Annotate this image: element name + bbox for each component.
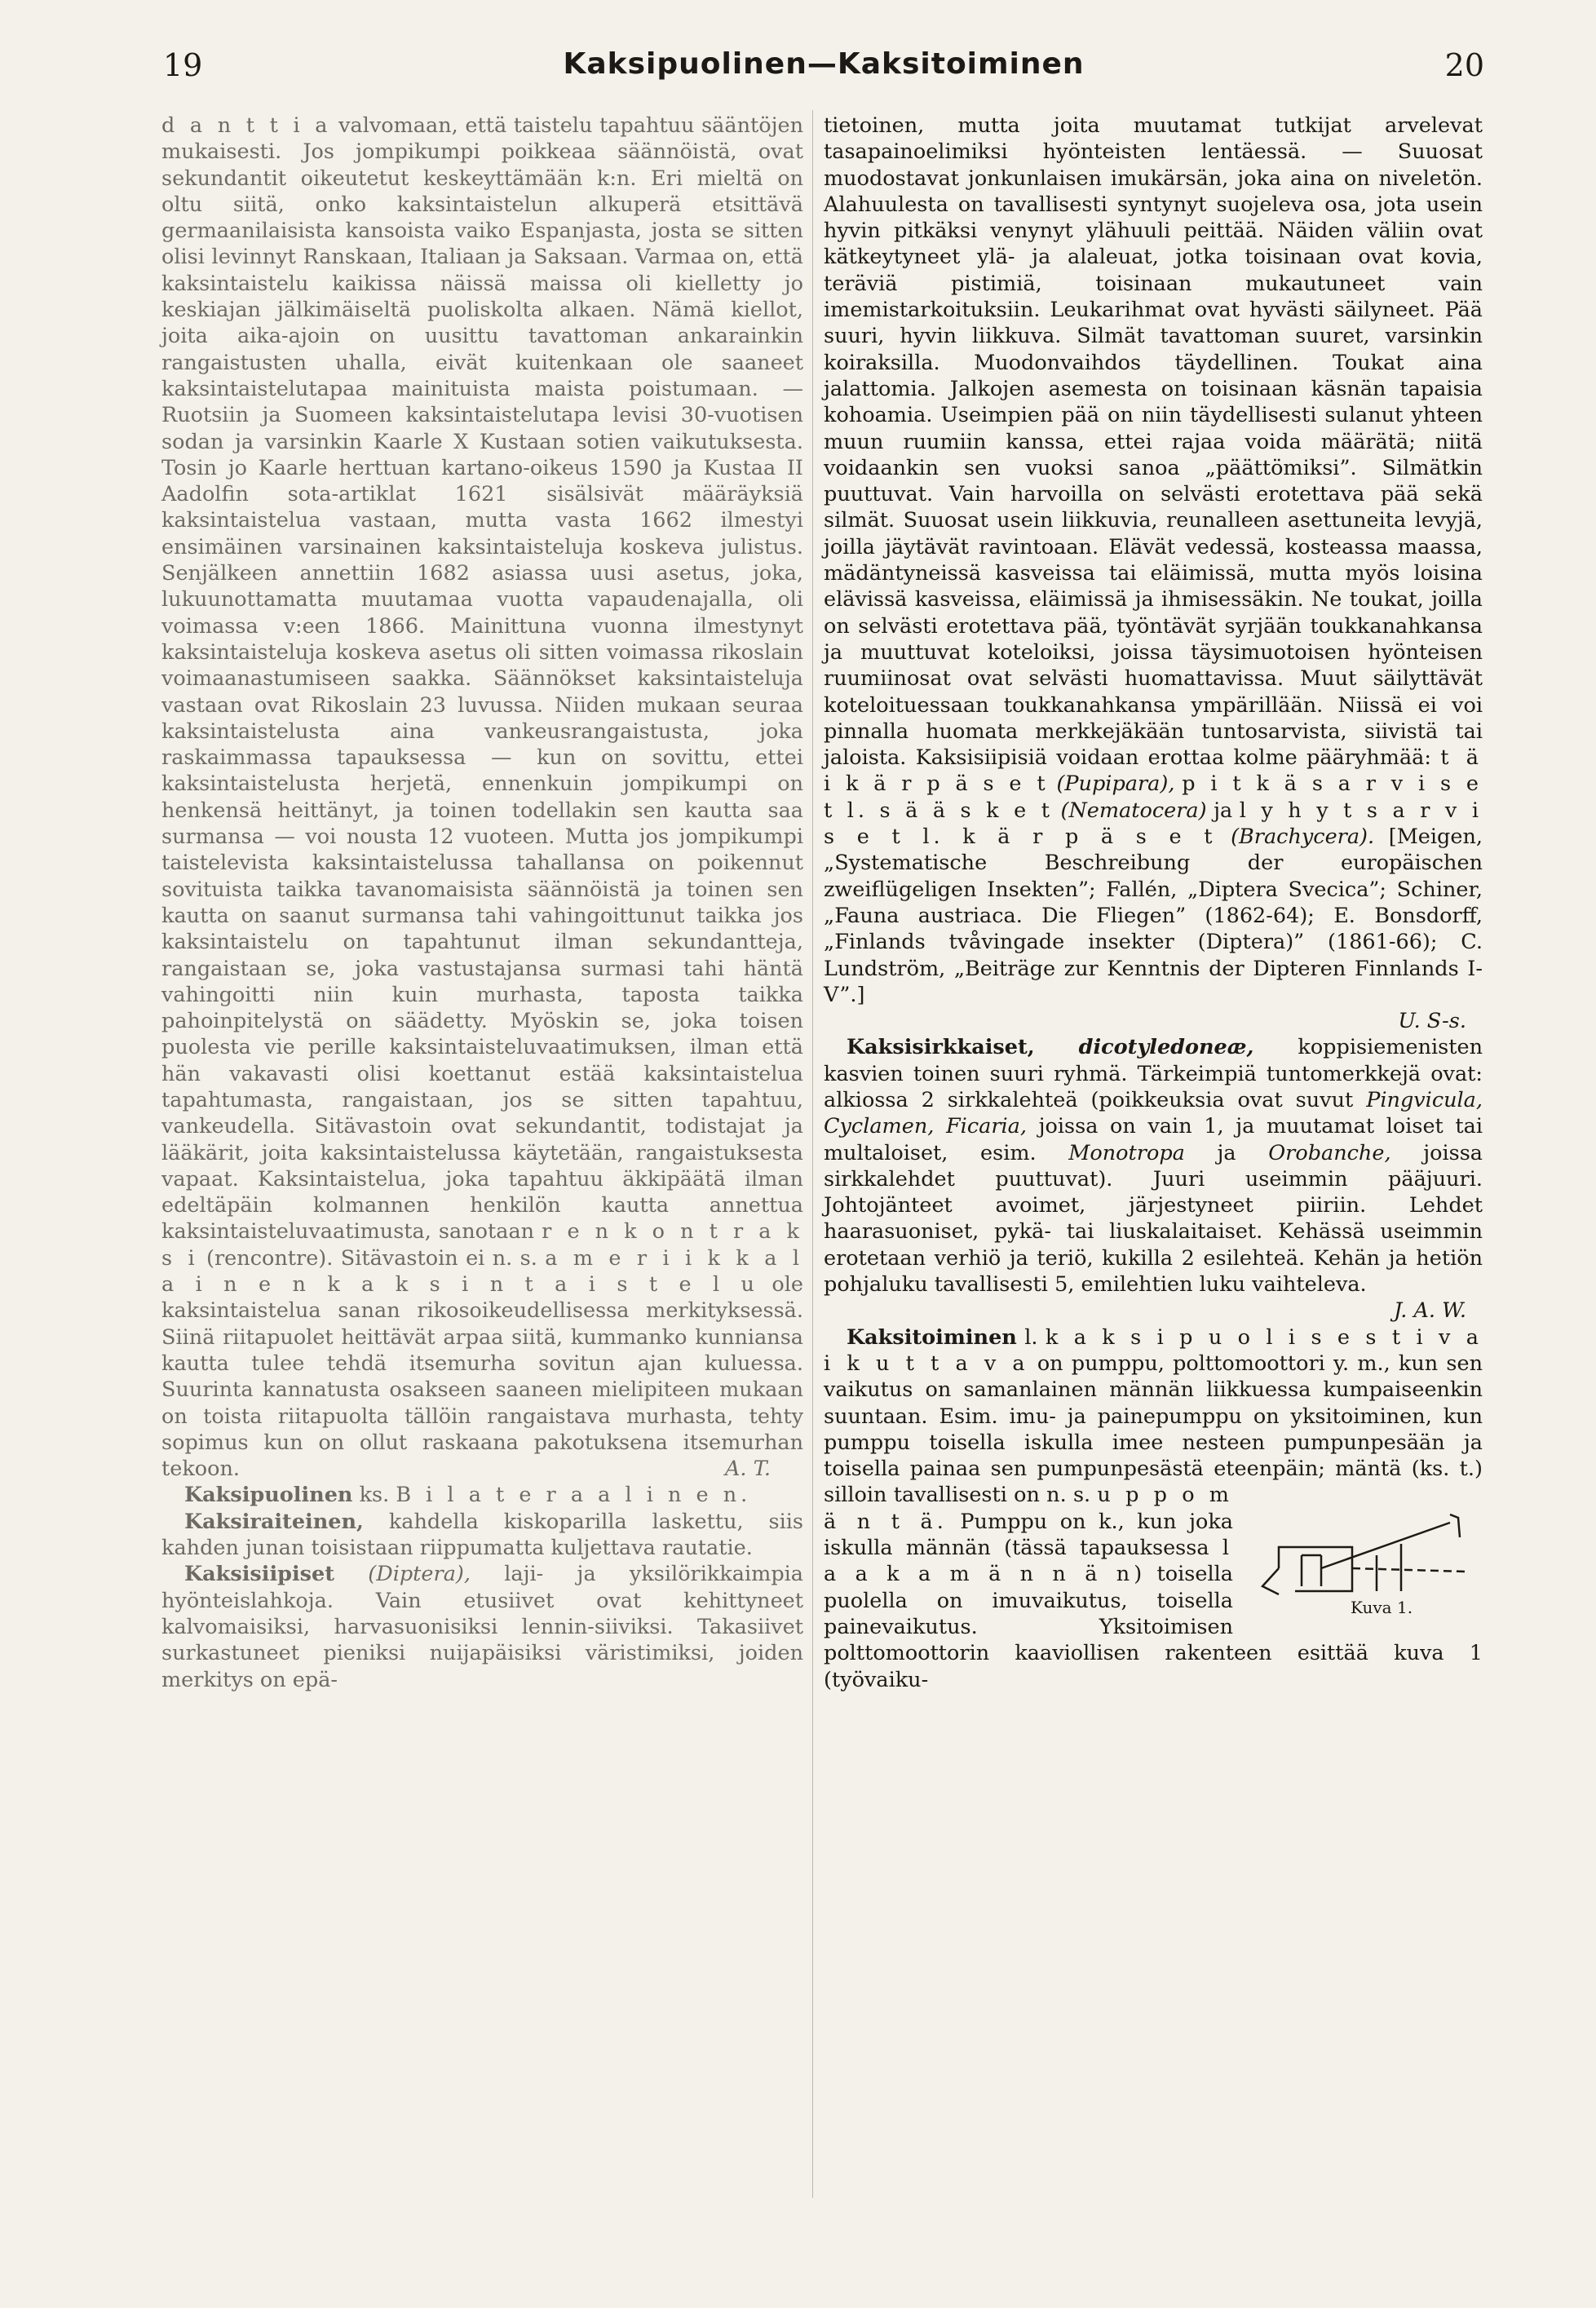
entry-text: kahdella kiskoparilla laskettu, siis kahden junan toisistaan riippumatta kuljettava rautatie. bbox=[161, 1509, 804, 1561]
entry-kaksiraiteinen bbox=[161, 1509, 803, 1562]
entry-headword: Kaksisiipiset bbox=[184, 1562, 335, 1587]
paragraph-text: ole kaksintaistelua sanan rikosoikeudellisessa merkityksessä. Siinä riitapuolet heittävät arpaa siitä, kummanko kunniansa kautta tulee tehdä itsemurha sovitun ajan kuluessa. Suurinta kannatusta osakseen saaneen mielipiteen mukaan on toista riitapuolta tällöin rangaistava murhasta, tehty sopimus kun on ollut raskaana pakotuksena itsemurhan tekoon. bbox=[161, 1272, 803, 1482]
figure-engine-diagram bbox=[1246, 1490, 1483, 1634]
term-kaksipuolisesti: k a k s i p u o l i s e s t i v a i k u t t a v a bbox=[824, 1324, 1483, 1376]
entry-kaksisiipiset bbox=[161, 1561, 803, 1692]
paragraph-text: valvomaan, että taistelu tapahtuu sääntöjen mukaisesti. Jos jompikumpi poikkeaa säännöistä, ovat sekundantit oikeutetut keskeyttämään k:n. Eri mieltä on oltu siitä, onko kaksintaistelun alkuperä etsittävä germaanilaisista kansoista vaiko Espanjasta, josta se sitten olisi levinnyt Ranskaan, Italiaan ja Saksaan. Varmaa on, että kaksintaistelu kaikissa näissä maissa oli kielletty jo keskiajan jälkimäiseltä puoliskolta alkaen. Nämä kiellot, joita aika-ajoin on uusittu tavattoman ankarainkin rangaistusten uhalla, eivät kuitenkaan ole saaneet kaksintaistelutapaa mainituista maista poistumaan. — Ruotsiin ja Suomeen kaksintaistelutapa levisi 30-vuotisen sodan ja varsinkin Kaarle X Kustaan sotien vaikutuksesta. Tosin jo Kaarle herttuan kartano-oikeus 1590 ja Kustaa II Aadolfin sota-artiklat 1621 sisälsivät määräyksiä kaksintaistelua vastaan, mutta vasta 1662 ilmestyi ensimäinen varsinainen kaksintaisteluja koskeva julistus. Senjälkeen annettiin 1682 asiassa uusi asetus, joka, lukuunottamatta muutamaa vuotta vapaudenajalla, oli voimassa v:een 1866. Mainittuna vuonna ilmestynyt kaksintaisteluja koskeva asetus oli sitten voimassa rikoslain voimaanastumiseen saakka. Säännökset kaksintaisteluja vastaan ovat Rikoslain 23 luvussa. Niiden mukaan seuraa kaksintaistelusta aina vankeusrangaistusta, joka raskaimmassa tapauksessa — kun on sovittu, ettei kaksintaistelusta herjetä, ennenkuin jompikumpi on henkensä heittänyt, ja toinen todellakin sen kautta saa surmansa — voi nousta 12 vuoteen. Mutta jos jompikumpi taistelevista kaksintaistelussa tahallansa on poikennut sovituista taikka tavanomaisista säännöistä ja toinen sen kautta on saanut surmansa tahi vahingoittunut taikka jos kaksintaistelu on tapahtunut ilman sekundantteja, rangaistaan se, joka vastustajansa surmasi tahi häntä vahingoitti niin kuin murhasta, taposta taikka pahoinpitelystä on säädetty. Myöskin se, joka toisen puolesta vie perille kaksintaisteluvaatimuksen, ilman että hän vakavasti olisi koettanut estää kaksintaistelua tapahtumasta, rangaistaan, jos se sitten tapahtuu, vankeudella. Sitävastoin ovat sekundantit, todistajat ja lääkärit, joita kaksintaistelussa käytetään, rangaistuksesta vapaat. Kaksintaistelua, joka tapahtuu äkkipäätä ilman edeltäpäin kolmannen henkilön kautta annettua kaksintaisteluvaatimusta, sanotaan bbox=[161, 113, 804, 1245]
figure-caption: Kuva 1. bbox=[1351, 1598, 1413, 1618]
latin-name: dicotyledoneæ, bbox=[1078, 1035, 1254, 1060]
author-signature: U. S-s. bbox=[1398, 1009, 1466, 1034]
left-column bbox=[161, 113, 803, 1693]
latin-name: (Brachycera). bbox=[1231, 825, 1375, 850]
term-amerikkalainen: a m e r i i k k a l a i n e n k a k s i n t a i s t e l u bbox=[161, 1245, 803, 1298]
page-number-left: 19 bbox=[163, 47, 203, 83]
entry-text: joissa sirkkalehdet puuttuvat). Juuri useimmin pääjuuri. Johtojänteet avoimet, järjestyneet piiriin. Lehdet haarasuoniset, pykä- tai liuskalaitaiset. Kehässä useimmin erotetaan verhiö ja teriö, kukilla 2 esilehteä. Kehän ja hetiön pohjaluku tavallisesti 5, emilehtien luku vaihteleva. bbox=[824, 1140, 1483, 1298]
references: [Meigen, „Systematische Beschreibung der europäischen zweiflügeligen Insekten”; Fallén, „Diptera Svecica”; Schiner, „Fauna austriaca. Die Fliegen” (1862-64); E. Bonsdorff, „Finlands tvåvingade insekter (Diptera)” (1861-66); C. Lundström, „Beiträge zur Kenntnis der Dipteren Finnlands I-V”.] bbox=[824, 825, 1483, 1007]
term-laakamanta: l a a k a m ä n n ä n) bbox=[824, 1536, 1233, 1587]
entry-kaksipuolinen bbox=[161, 1482, 803, 1508]
author-signature: J. A. W. bbox=[1394, 1298, 1466, 1324]
entry-headword: Kaksiraiteinen, bbox=[184, 1509, 364, 1534]
latin-name: (Nematocera) bbox=[1060, 798, 1207, 823]
genus-names: Orobanche, bbox=[1268, 1140, 1391, 1165]
group-name: p i t k ä s a r v i s e t l. s ä ä s k e t bbox=[824, 772, 1483, 823]
entry-kaksitoiminen bbox=[824, 1324, 1483, 1693]
latin-name: (Diptera), bbox=[368, 1562, 471, 1587]
term-sekundantti: d a n t t i a bbox=[161, 113, 332, 138]
entry-text: toisella puolella on imuvaikutus, toisella painevaikutus. Yksitoimisen polttomoottorin kaaviollisen rakenteen esittää kuva 1 (työvaiku- bbox=[824, 1562, 1483, 1692]
entry-headword: Kaksisirkkaiset, bbox=[847, 1035, 1035, 1060]
cross-reference: B i l a t e r a a l i n e n. bbox=[396, 1483, 752, 1508]
latin-name: (Pupipara), bbox=[1056, 772, 1175, 797]
entry-text: Pumppu on k., kun joka iskulla männän (tässä tapauksessa bbox=[824, 1509, 1234, 1561]
entry-continuation-diptera bbox=[824, 113, 1483, 1008]
entry-kaksisirkkaiset bbox=[824, 1034, 1483, 1298]
term-renkontraksi: r e n k o n t r a k s i bbox=[161, 1219, 803, 1271]
right-column bbox=[824, 113, 1483, 1693]
entry-headword: Kaksipuolinen bbox=[184, 1483, 353, 1508]
running-title: Kaksipuolinen—Kaksitoiminen bbox=[563, 47, 1085, 81]
group-name: l y h y t s a r v i s e t l. k ä r p ä s e t bbox=[824, 798, 1483, 850]
entry-text: koppisiemenisten kasvien toinen suuri ryhmä. Tärkeimpiä tuntomerkkejä ovat: alkiossa 2 sirkkalehteä (poikkeuksia ovat suvut bbox=[824, 1035, 1483, 1112]
running-header bbox=[163, 47, 1484, 88]
conjunction: ja bbox=[1214, 798, 1233, 823]
page-number-right: 20 bbox=[1444, 47, 1484, 83]
entry-continuation-duel bbox=[161, 113, 803, 1482]
paragraph-text: (rencontre). Sitävastoin ei n. s. bbox=[206, 1245, 537, 1271]
paragraph-text: tietoinen, mutta joita muutamat tutkijat arvelevat tasapainoelimiksi hyönteisten lentäessä. — Suuosat muodostavat jonkunlaisen imukärsän, joka aina on niveletön. Alahuulesta on tavallisesti syntynyt suojeleva osa, jota usein hyvin pitkäksi venynyt ylähuuli peittää. Näiden väliin ovat kätkeytyneet ylä- ja alaleuat, jotka toisinaan ovat kovia, teräviä pistimiä, toisinaan mukautuneet vain imemistarkoituksiin. Leukarihmat ovat hyvästi säilyneet. Pää suuri, hyvin liikkuva. Silmät tavattoman suuret, varsinkin koiraksilla. Muodonvaihdos täydellinen. Toukat aina jalattomia. Jalkojen asemesta on toisinaan käsnän tapaisia kohoamia. Useimpien pää on niin täydellisesti sulanut yhteen muun ruumiin kanssa, ettei rajaa voida määrätä; niitä voidaankin sen vuoksi sanoa „päättömiksi”. Silmätkin puuttuvat. Vain harvoilla on selvästi erotettava pää sekä silmät. Suuosat usein liikkuvia, reunalleen asettuneita levyjä, joilla jäytävät ravintoaan. Elävät vedessä, kosteassa maassa, mädäntyneissä kasveissa tai eläimissä, mutta myös loisina elävissä kasveissa, eläimissä ja ihmisessäkin. Ne toukat, joilla on selvästi erotettava pää, työntävät syrjään toukkanahkansa ja muuttuvat koteloiksi, joissa täysimuotoisen hyönteisen ruumiinosat ovat selvästi huomattavissa. Muut säilyttävät koteloituessaan toukkanahkansa ympärillään. Niissä ei voi pinnalla huomata merkkejäkään tuntosarvista, siivistä tai jaloista. Kaksisiipisiä voidaan erottaa kolme pääryhmää: bbox=[824, 113, 1483, 771]
entry-text: laji- ja yksilörikkaimpia hyönteislahkoja. Vain etusiivet ovat kehittyneet kalvomaisiksi, harvasuonisiksi lennin-siiviksi. Takasiivet surkastuneet pieniksi nuijapäisiksi väristimiksi, joiden merkitys on epä- bbox=[161, 1562, 804, 1692]
entry-text: joissa on vain 1, ja muutamat loiset tai multaloiset, esim. bbox=[824, 1114, 1483, 1165]
genus-names: Pingvicula, Cyclamen, Ficaria, bbox=[824, 1087, 1483, 1139]
conjunction: ja bbox=[1217, 1140, 1236, 1165]
entry-text: ks. bbox=[359, 1483, 390, 1508]
group-name: t ä i k ä r p ä s e t bbox=[824, 745, 1483, 797]
entry-text: on pumppu, polttomoottori y. m., kun sen vaikutus on samanlainen männän liikkuessa kumpaiseenkin suuntaan. Esim. imu- ja painepumppu on yksitoiminen, kun pumppu toisella iskulla imee nesteen pumpunpesään ja toisella painaa sen pumpunpesästä eteenpäin; mäntä (ks. t.) silloin tavallisesti on n. s. bbox=[824, 1351, 1483, 1508]
entry-text: l. bbox=[1024, 1324, 1038, 1350]
author-signature: A. T. bbox=[725, 1457, 771, 1482]
genus-names: Monotropa bbox=[1068, 1140, 1185, 1165]
column-divider bbox=[812, 110, 813, 2198]
term-uppomanta: u p p o m ä n t ä. bbox=[824, 1483, 1233, 1534]
entry-headword: Kaksitoiminen bbox=[847, 1324, 1017, 1350]
